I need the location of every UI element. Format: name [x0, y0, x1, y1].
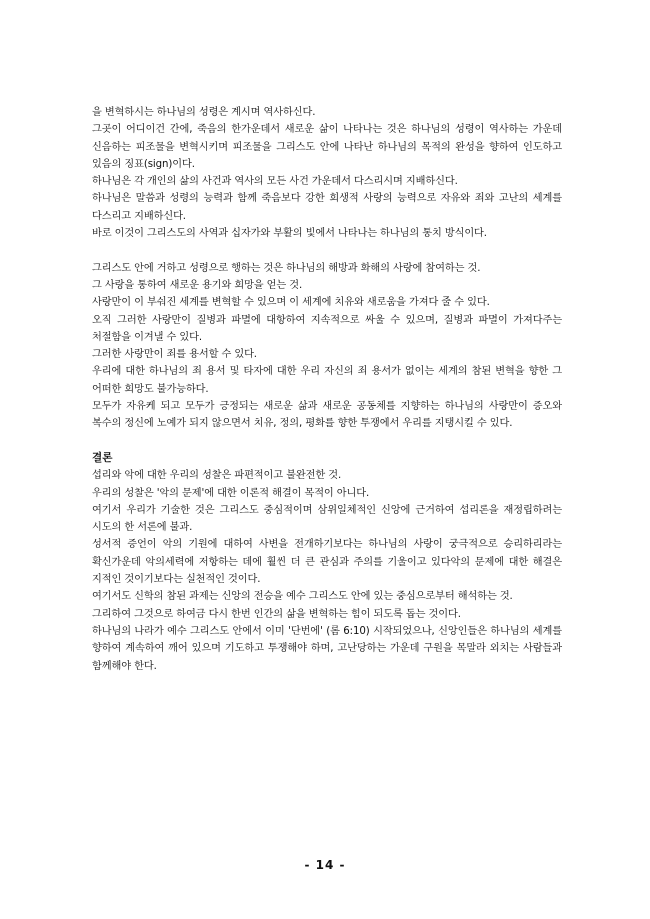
paragraph: 오직 그러한 사랑만이 질병과 파멸에 대항하여 지속적으로 싸울 수 있으며, 질병과 파멸이 가져다주는 처절함을 이겨낼 수 있다. — [92, 314, 562, 343]
paragraph: 여기서도 신학의 참된 과제는 신앙의 전승을 예수 그리스도 안에 있는 중심으로부터 해석하는 것. — [92, 591, 513, 603]
paragraph: 그리하여 그것으로 하여금 다시 한번 인간의 삶을 변혁하는 힘이 되도록 돕는 것이다. — [92, 608, 461, 620]
section-heading: 결론 — [92, 451, 113, 464]
paragraph: 우리에 대한 하나님의 죄 용서 및 타자에 대한 우리 자신의 죄 용서가 없이는 세계의 참된 변혁을 향한 그 어떠한 희망도 불가능하다. — [92, 366, 562, 395]
paragraph: 그러한 사랑만이 죄를 용서할 수 있다. — [92, 349, 257, 361]
paragraph: 그리스도 안에 거하고 성령으로 행하는 것은 하나님의 해방과 화해의 사랑에 참여하는 것. — [92, 262, 481, 274]
paragraph: 그곳이 어디이건 간에, 죽음의 한가운데서 새로운 삶이 나타나는 것은 하나님의 성령이 역사하는 가운데 신음하는 피조물을 변혁시키며 피조물을 그리스도 안에 나타난 하나님의 목적의 완성을 향하여 인도하고 있음의 징표(sign)이다. — [92, 124, 562, 170]
paragraph: 우리의 성찰은 '악의 문제'에 대한 이론적 해결이 목적이 아니다. — [92, 487, 370, 499]
paragraph: 을 변혁하시는 하나님의 성령은 계시며 역사하신다. — [92, 107, 316, 118]
paragraph: 바로 이것이 그리스도의 사역과 십자가와 부활의 빛에서 나타나는 하나님의 통치 방식이다. — [92, 228, 487, 240]
page-number: - 14 - — [304, 858, 346, 872]
paragraph: 섭리와 악에 대한 우리의 성찰은 파편적이고 불완전한 것. — [92, 470, 342, 482]
paragraph: 모두가 자유케 되고 모두가 긍정되는 새로운 삶과 새로운 공동체를 지향하는 하나님의 사랑만이 증오와 복수의 정신에 노예가 되지 않으면서 치유, 정의, 평화를 향한 투쟁에서 우리를 지탱시킬 수 있다. — [92, 401, 562, 430]
paragraph: 그 사랑을 통하여 새로운 용기와 희망을 얻는 것. — [92, 279, 303, 291]
paragraph: 하나님은 각 개인의 삶의 사건과 역사의 모든 사건 가운데서 다스리시며 지배하신다. — [92, 176, 458, 188]
paragraph: 사랑만이 이 부숴진 세계를 변혁할 수 있으며 이 세계에 치유와 새로움을 가져다 줄 수 있다. — [92, 297, 490, 309]
paragraph: 여기서 우리가 기술한 것은 그리스도 중심적이며 삼위일체적인 신앙에 근거하여 섭리론을 재정립하려는 시도의 한 서론에 불과. — [92, 504, 562, 534]
paragraph: 성서적 증언이 악의 기원에 대하여 사변을 전개하기보다는 하나님의 사랑이 궁극적으로 승리하리라는 확신가운데 악의세력에 저항하는 데에 훨씬 더 큰 관심과 주의를 기울이고 있다악의 문제에 대한 해결은 지적인 것이기보다는 실천적인 것이다. — [92, 539, 562, 586]
paragraph: 하나님의 나라가 예수 그리스도 안에서 이미 '단번에' (롬 6:10) 시작되었으나, 신앙인들은 하나님의 세계를 향하여 계속하여 깨어 있으며 기도하고 투쟁해야 하며, 고난당하는 가운데 구원을 목말라 외치는 사람들과 함께해야 한다. — [92, 625, 562, 672]
paragraph: 하나님은 말씀과 성령의 능력과 함께 죽음보다 강한 희생적 사랑의 능력으로 자유와 죄와 고난의 세계를 다스리고 지배하신다. — [92, 193, 562, 222]
body-text — [92, 104, 562, 675]
